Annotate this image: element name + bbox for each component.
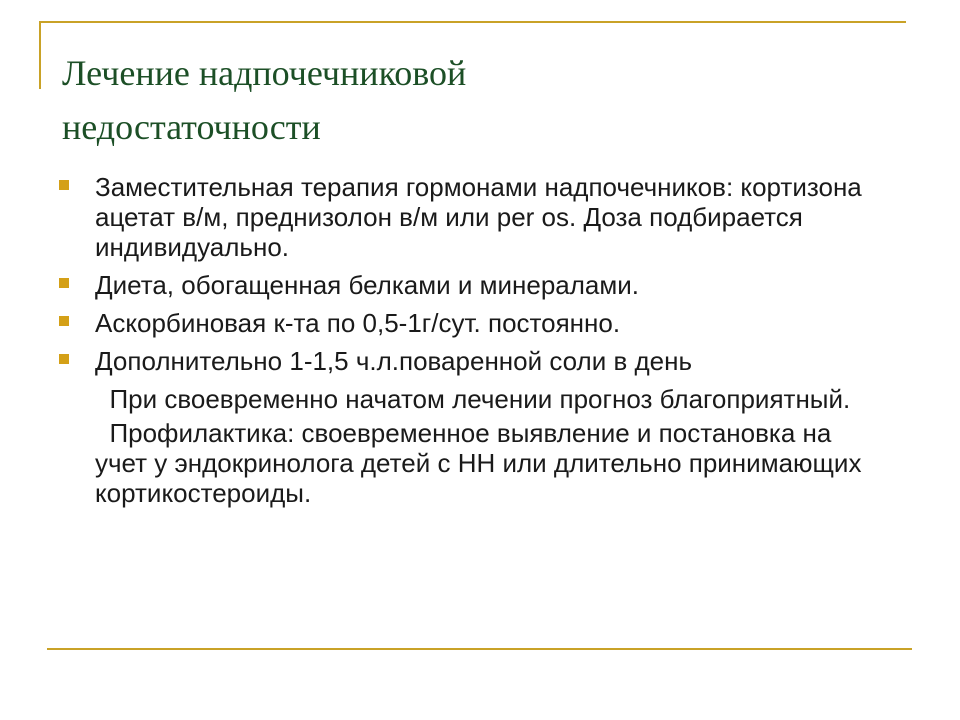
decorative-left-rule [39, 21, 41, 89]
bullet-item-diet [59, 270, 879, 300]
square-bullet-icon [59, 354, 69, 364]
slide-body [59, 172, 879, 512]
slide-title-line-1: Лечение надпочечниковой [62, 53, 467, 93]
square-bullet-icon [59, 316, 69, 326]
decorative-top-rule [39, 21, 906, 23]
bullet-text: Заместительная терапия гормонами надпочечников: кортизона ацетат в/м, преднизолон в/м или per os. Доза подбирается индивидуально. [95, 172, 862, 262]
slide-title [62, 46, 882, 154]
prognosis-paragraph [59, 384, 879, 414]
paragraph-text: Профилактика: своевременное выявление и постановка на учет у эндокринолога детей с НН или длительно принимающих кортикостероиды. [95, 418, 869, 508]
bullet-text: Дополнительно 1-1,5 ч.л.поваренной соли в день [95, 346, 693, 376]
bullet-item-replacement-therapy [59, 172, 879, 262]
bullet-item-ascorbic-acid [59, 308, 879, 338]
bullet-text: Диета, обогащенная белками и минералами. [95, 270, 640, 300]
square-bullet-icon [59, 278, 69, 288]
bullet-item-salt [59, 346, 879, 376]
prevention-paragraph [59, 418, 879, 508]
paragraph-text: При своевременно начатом лечении прогноз благоприятный. [95, 384, 851, 414]
square-bullet-icon [59, 180, 69, 190]
bullet-text: Аскорбиновая к-та по 0,5-1г/сут. постоянно. [95, 308, 621, 338]
decorative-bottom-rule [47, 648, 912, 650]
slide-title-line-2: недостаточности [62, 107, 321, 147]
